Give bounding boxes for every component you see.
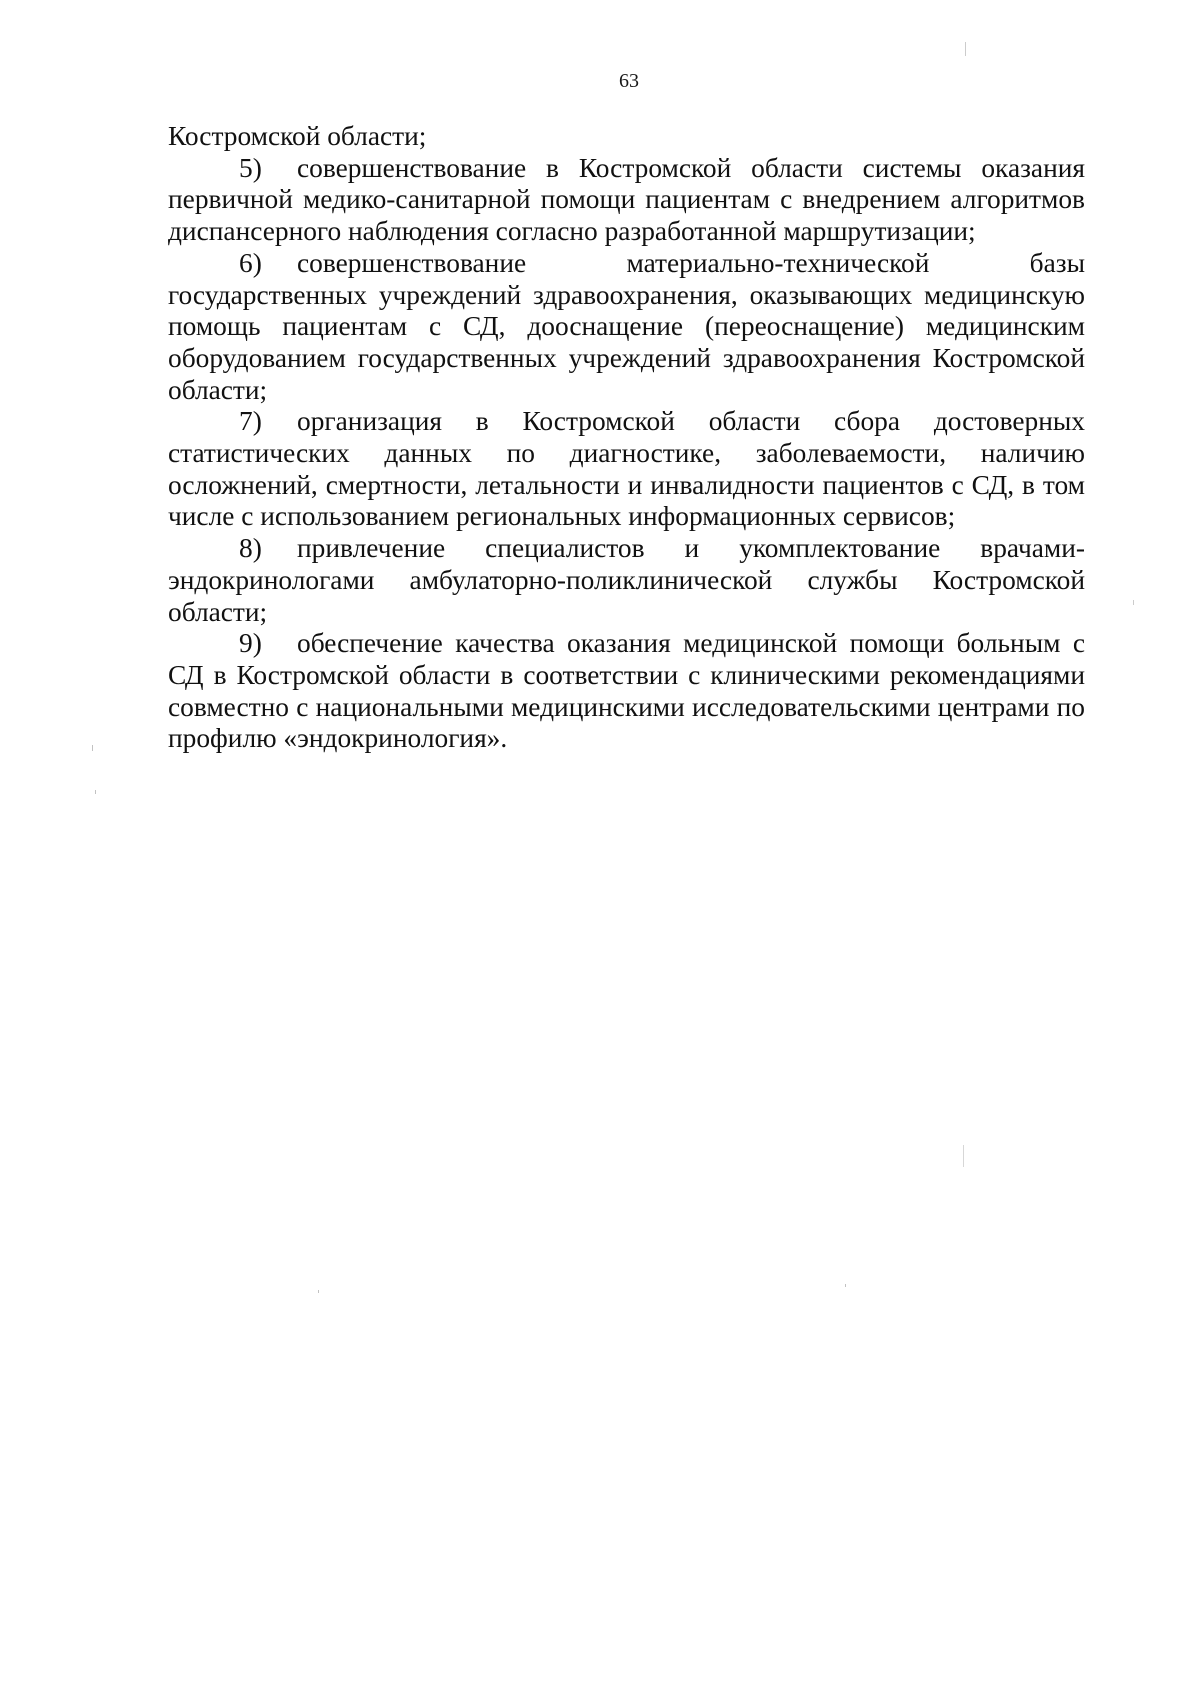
list-item-9 [168, 628, 1085, 755]
page-number: 63 [619, 70, 639, 92]
scan-speck [92, 745, 93, 751]
list-item-8 [168, 533, 1085, 628]
list-item-number: 9) [239, 628, 262, 659]
scan-speck [965, 42, 966, 56]
scan-speck [963, 1145, 964, 1167]
list-item-text: обеспечение качества оказания медицинской помощи больным с СД в Костромской области в соответствии с клиническими рекомендациями совместно с национальными медицинскими исследовательскими центрами по профилю «эндокринология». [168, 628, 1085, 754]
list-item-5 [168, 153, 1085, 248]
list-item-text: совершенствование материально-технической базы государственных учреждений здравоохранения, оказывающих медицинскую помощь пациентам с СД, дооснащение (переоснащение) медицинским оборудованием государственных учреждений здравоохранения Костромской области; [168, 247, 1085, 405]
list-item-text: совершенствование в Костромской области системы оказания первичной медико-санитарной помощи пациентам с внедрением алгоритмов диспансерного наблюдения согласно разработанной маршрутизации; [168, 152, 1085, 247]
list-item-text: организация в Костромской области сбора достоверных статистических данных по диагностике, заболеваемости, наличию осложнений, смертности, летальности и инвалидности пациентов с СД, в том числе с использованием региональных информационных сервисов; [168, 406, 1085, 532]
paragraph-text: Костромской области; [168, 121, 427, 151]
document-body [168, 121, 1085, 755]
list-item-number: 6) [239, 247, 262, 278]
scan-speck [845, 1284, 846, 1287]
scan-speck [318, 1290, 319, 1293]
scan-speck [95, 790, 96, 794]
list-item-number: 5) [239, 152, 262, 183]
list-item-number: 8) [239, 533, 262, 564]
list-item-7 [168, 406, 1085, 533]
paragraph-continuation [168, 121, 1085, 153]
scan-speck [1133, 600, 1134, 605]
list-item-number: 7) [239, 406, 262, 437]
list-item-text: привлечение специалистов и укомплектование врачами-эндокринологами амбулаторно-поликлинической службы Костромской области; [168, 533, 1085, 627]
list-item-6 [168, 248, 1085, 407]
